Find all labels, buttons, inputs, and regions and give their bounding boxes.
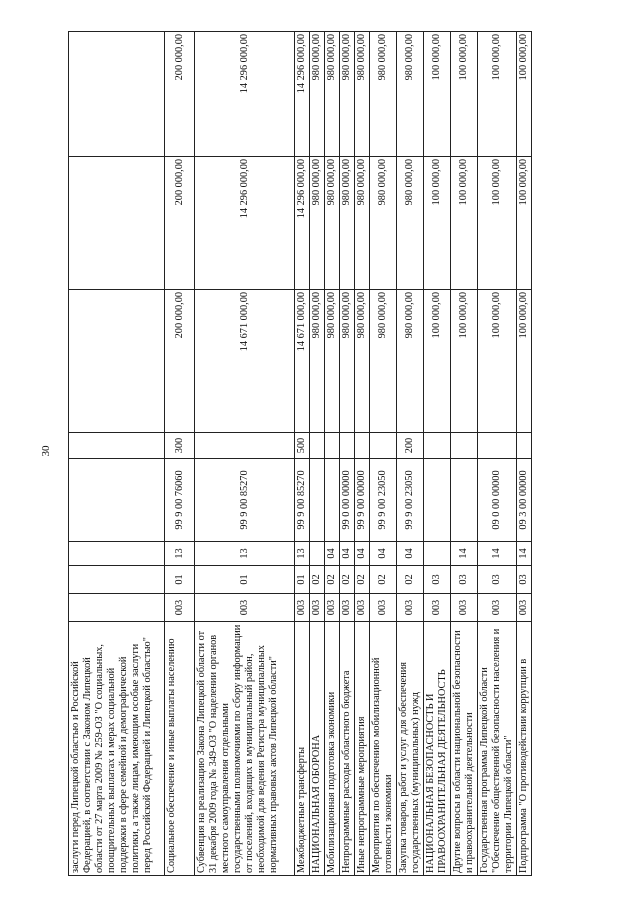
- target-article-code: 99 9 00 85270: [195, 459, 295, 542]
- expense-type-code: [370, 433, 397, 459]
- row-name: Иные непрограммные мероприятия: [355, 622, 370, 876]
- amount-year-1: 980 000,00: [397, 290, 424, 433]
- section-code: 01: [165, 566, 195, 594]
- row-name: Субвенция на реализацию Закона Липецкой области от 31 декабря 2009 года № 349-ОЗ "О наделении органов местного самоуправления отдельными государственными полномочиями по сбору информации от поселений, входящих в муниципальный район, необходимой для ведения Регистра муниципальных нормативных правовых актов Липецкой области": [195, 622, 295, 876]
- amount-year-3: [69, 32, 165, 157]
- table-row: [195, 32, 295, 876]
- expense-type-code: 200: [397, 433, 424, 459]
- row-name: заслуги перед Липецкой областью и Российской Федерацией, в соответствии с Законом Липецкой области от 27 марта 2009 № 259-ОЗ "О социальных, поощрительных выплатах и мерах социальной поддержки в сфере семейной и демографической политики, а также лицам, имеющим особые заслуги перед Российской Федерацией и Липецкой областью": [69, 622, 165, 876]
- grbs-code: [69, 594, 165, 622]
- target-article-code: [310, 459, 325, 542]
- expense-type-code: [195, 433, 295, 459]
- amount-year-3: 980 000,00: [355, 32, 370, 157]
- subsection-code: 13: [295, 542, 310, 566]
- grbs-code: 003: [478, 594, 517, 622]
- row-name: Мобилизационная подготовка экономики: [325, 622, 340, 876]
- section-code: 03: [478, 566, 517, 594]
- amount-year-3: 200 000,00: [165, 32, 195, 157]
- amount-year-1: [69, 290, 165, 433]
- table-row: [295, 32, 310, 876]
- expense-type-code: [517, 433, 532, 459]
- amount-year-1: 980 000,00: [310, 290, 325, 433]
- expense-type-code: [340, 433, 355, 459]
- grbs-code: 003: [517, 594, 532, 622]
- grbs-code: 003: [325, 594, 340, 622]
- section-code: 02: [340, 566, 355, 594]
- amount-year-1: 100 000,00: [517, 290, 532, 433]
- table-row: [517, 32, 532, 876]
- subsection-code: 04: [325, 542, 340, 566]
- target-article-code: 09 3 00 00000: [517, 459, 532, 542]
- target-article-code: 99 9 00 23050: [397, 459, 424, 542]
- table-row: [478, 32, 517, 876]
- expense-type-code: [355, 433, 370, 459]
- amount-year-3: 100 000,00: [517, 32, 532, 157]
- subsection-code: 14: [478, 542, 517, 566]
- amount-year-1: 200 000,00: [165, 290, 195, 433]
- amount-year-3: 980 000,00: [325, 32, 340, 157]
- amount-year-1: 980 000,00: [325, 290, 340, 433]
- subsection-code: 13: [165, 542, 195, 566]
- amount-year-3: 980 000,00: [397, 32, 424, 157]
- table-row: [355, 32, 370, 876]
- grbs-code: 003: [165, 594, 195, 622]
- amount-year-2: 980 000,00: [340, 157, 355, 290]
- section-code: 03: [517, 566, 532, 594]
- amount-year-2: 980 000,00: [310, 157, 325, 290]
- expense-type-code: [310, 433, 325, 459]
- amount-year-1: 100 000,00: [478, 290, 517, 433]
- row-name: НАЦИОНАЛЬНАЯ БЕЗОПАСНОСТЬ И ПРАВООХРАНИТЕЛЬНАЯ ДЕЯТЕЛЬНОСТЬ: [424, 622, 451, 876]
- amount-year-1: 980 000,00: [355, 290, 370, 433]
- amount-year-2: 980 000,00: [397, 157, 424, 290]
- target-article-code: 99 0 00 00000: [340, 459, 355, 542]
- table-row: [310, 32, 325, 876]
- rotated-page-content: [68, 32, 565, 876]
- amount-year-1: 100 000,00: [424, 290, 451, 433]
- expense-type-code: [424, 433, 451, 459]
- subsection-code: 04: [340, 542, 355, 566]
- table-row: [370, 32, 397, 876]
- amount-year-2: 14 296 000,00: [295, 157, 310, 290]
- amount-year-2: 980 000,00: [355, 157, 370, 290]
- row-name: Другие вопросы в области национальной безопасности и правоохранительной деятельности: [451, 622, 478, 876]
- target-article-code: [69, 459, 165, 542]
- subsection-code: 14: [517, 542, 532, 566]
- amount-year-3: 980 000,00: [340, 32, 355, 157]
- amount-year-1: 980 000,00: [370, 290, 397, 433]
- section-code: 02: [310, 566, 325, 594]
- amount-year-1: 14 671 000,00: [195, 290, 295, 433]
- grbs-code: 003: [397, 594, 424, 622]
- section-code: 02: [325, 566, 340, 594]
- grbs-code: 003: [355, 594, 370, 622]
- expense-type-code: [451, 433, 478, 459]
- subsection-code: 14: [451, 542, 478, 566]
- grbs-code: 003: [424, 594, 451, 622]
- row-name: Закупка товаров, работ и услуг для обеспечения государственных (муниципальных) нужд: [397, 622, 424, 876]
- subsection-code: 13: [195, 542, 295, 566]
- amount-year-2: 200 000,00: [165, 157, 195, 290]
- section-code: 02: [355, 566, 370, 594]
- row-name: Мероприятия по обеспечению мобилизационной готовности экономики: [370, 622, 397, 876]
- amount-year-2: 100 000,00: [451, 157, 478, 290]
- grbs-code: 003: [310, 594, 325, 622]
- amount-year-3: 14 296 000,00: [195, 32, 295, 157]
- table-row: [424, 32, 451, 876]
- subsection-code: [69, 542, 165, 566]
- amount-year-3: 980 000,00: [370, 32, 397, 157]
- amount-year-3: 980 000,00: [310, 32, 325, 157]
- target-article-code: 99 9 00 76060: [165, 459, 195, 542]
- target-article-code: 09 0 00 00000: [478, 459, 517, 542]
- section-code: 03: [424, 566, 451, 594]
- expense-type-code: 500: [295, 433, 310, 459]
- section-code: 01: [295, 566, 310, 594]
- amount-year-2: 980 000,00: [370, 157, 397, 290]
- table-row: [451, 32, 478, 876]
- target-article-code: 99 9 00 00000: [355, 459, 370, 542]
- subsection-code: 04: [355, 542, 370, 566]
- amount-year-1: 14 671 000,00: [295, 290, 310, 433]
- grbs-code: 003: [195, 594, 295, 622]
- subsection-code: 04: [370, 542, 397, 566]
- table-row: [69, 32, 165, 876]
- table-row: [340, 32, 355, 876]
- table-row: [165, 32, 195, 876]
- section-code: 03: [451, 566, 478, 594]
- row-name: НАЦИОНАЛЬНАЯ ОБОРОНА: [310, 622, 325, 876]
- row-name: Государственная программа Липецкой области "Обеспечение общественной безопасности населения и территории Липецкой области": [478, 622, 517, 876]
- amount-year-2: [69, 157, 165, 290]
- amount-year-1: 100 000,00: [451, 290, 478, 433]
- expense-type-code: 300: [165, 433, 195, 459]
- amount-year-3: 100 000,00: [478, 32, 517, 157]
- grbs-code: 003: [451, 594, 478, 622]
- target-article-code: [451, 459, 478, 542]
- page-number: 30: [40, 445, 52, 457]
- subsection-code: [424, 542, 451, 566]
- grbs-code: 003: [370, 594, 397, 622]
- amount-year-2: 14 296 000,00: [195, 157, 295, 290]
- amount-year-2: 980 000,00: [325, 157, 340, 290]
- grbs-code: 003: [340, 594, 355, 622]
- amount-year-3: 100 000,00: [451, 32, 478, 157]
- row-name: Подпрограмма "О противодействии коррупции в: [517, 622, 532, 876]
- amount-year-3: 100 000,00: [424, 32, 451, 157]
- section-code: [69, 566, 165, 594]
- row-name: Социальное обеспечение и иные выплаты населению: [165, 622, 195, 876]
- amount-year-2: 100 000,00: [478, 157, 517, 290]
- table-row: [325, 32, 340, 876]
- amount-year-1: 980 000,00: [340, 290, 355, 433]
- subsection-code: [310, 542, 325, 566]
- target-article-code: [325, 459, 340, 542]
- target-article-code: 99 9 00 85270: [295, 459, 310, 542]
- target-article-code: [424, 459, 451, 542]
- amount-year-2: 100 000,00: [424, 157, 451, 290]
- amount-year-3: 14 296 000,00: [295, 32, 310, 157]
- section-code: 02: [397, 566, 424, 594]
- row-name: Непрограммные расходы областного бюджета: [340, 622, 355, 876]
- expense-type-code: [478, 433, 517, 459]
- section-code: 02: [370, 566, 397, 594]
- budget-table-body: [69, 32, 532, 876]
- row-name: Межбюджетные трансферты: [295, 622, 310, 876]
- amount-year-2: 100 000,00: [517, 157, 532, 290]
- budget-table: [68, 31, 532, 876]
- expense-type-code: [69, 433, 165, 459]
- subsection-code: 04: [397, 542, 424, 566]
- table-row: [397, 32, 424, 876]
- target-article-code: 99 9 00 23050: [370, 459, 397, 542]
- expense-type-code: [325, 433, 340, 459]
- section-code: 01: [195, 566, 295, 594]
- grbs-code: 003: [295, 594, 310, 622]
